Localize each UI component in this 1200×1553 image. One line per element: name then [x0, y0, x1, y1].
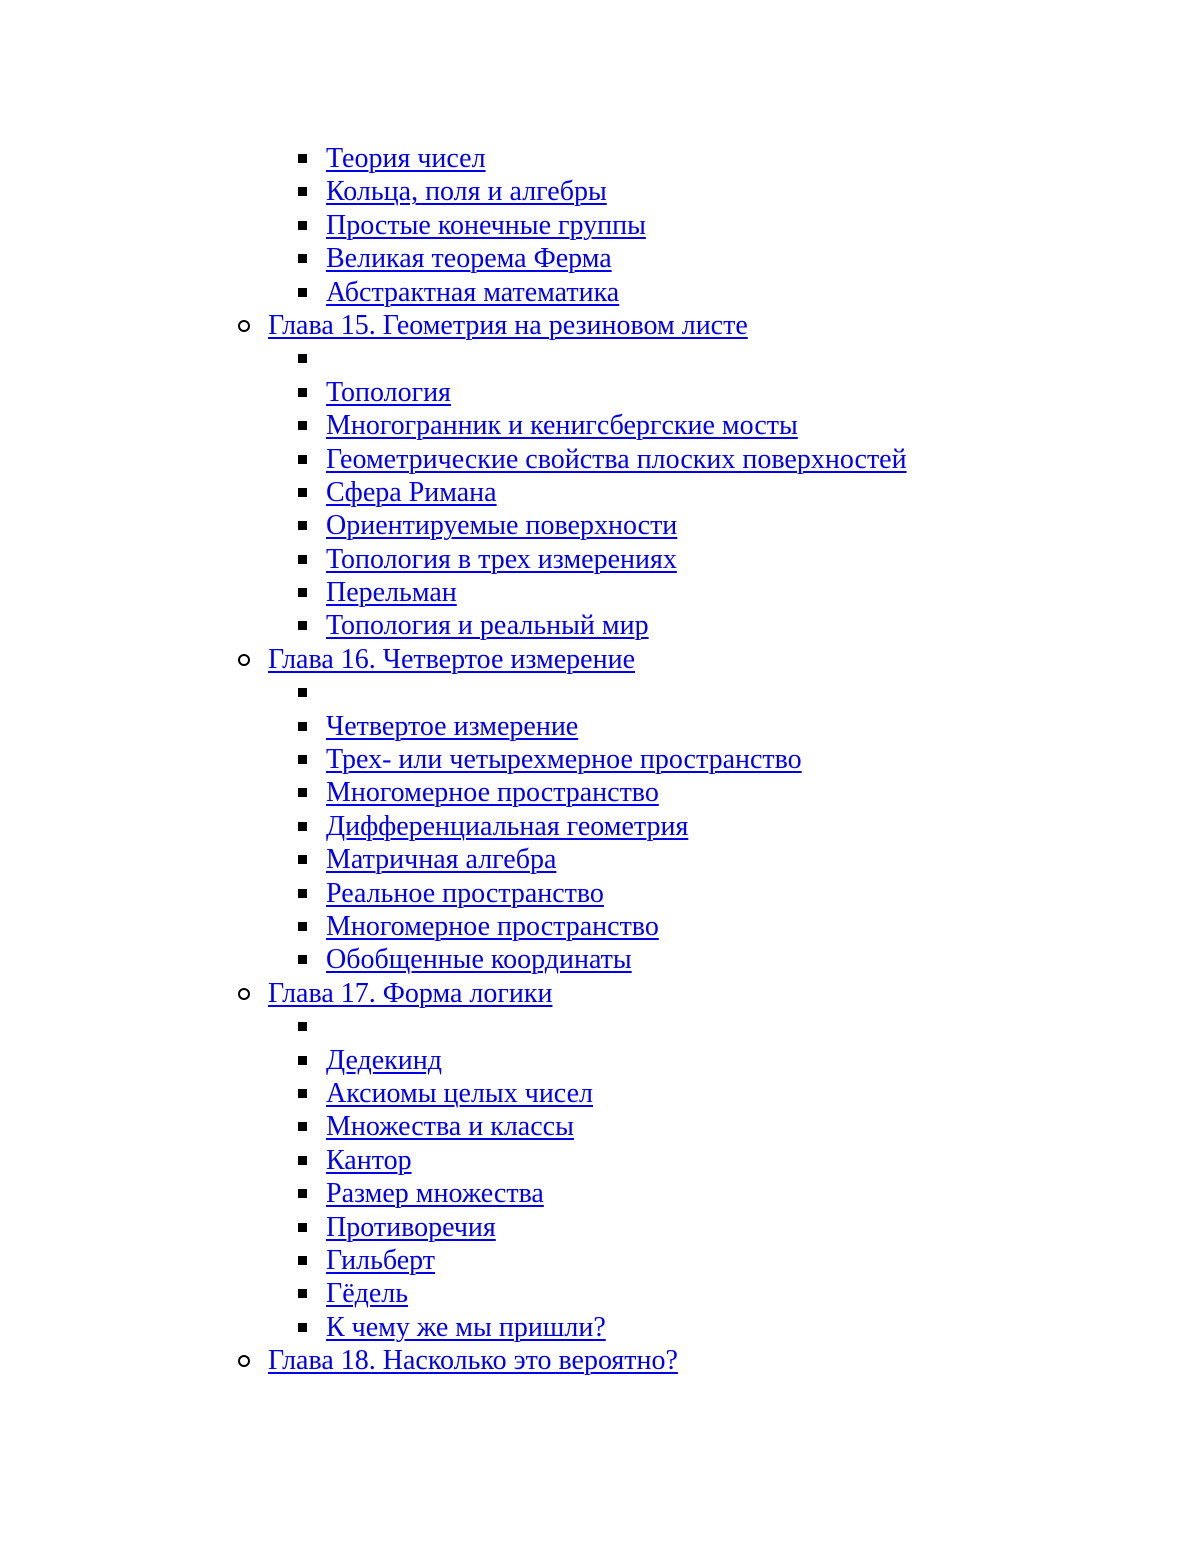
toc-chapter-17 — [0, 977, 1200, 1010]
toc-section — [0, 1244, 1200, 1277]
square-bullet-icon — [298, 154, 307, 163]
square-bullet-icon — [298, 521, 307, 530]
toc-section — [0, 1177, 1200, 1210]
toc-chapter-18 — [0, 1344, 1200, 1377]
toc-section — [0, 242, 1200, 275]
square-bullet-icon — [298, 621, 307, 630]
square-bullet-icon — [298, 555, 307, 564]
toc-section — [0, 443, 1200, 476]
toc-section-link[interactable]: Топология — [326, 376, 451, 408]
toc-section — [0, 1311, 1200, 1344]
toc-section-empty — [0, 676, 1200, 709]
toc-section — [0, 576, 1200, 609]
toc-section — [0, 877, 1200, 910]
toc-section-link[interactable]: Многогранник и кенигсбергские мосты — [326, 410, 798, 442]
square-bullet-icon — [298, 455, 307, 464]
toc-section-link[interactable]: Кольца, поля и алгебры — [326, 176, 607, 208]
square-bullet-icon — [298, 421, 307, 430]
toc-section-link[interactable]: Дифференциальная геометрия — [326, 810, 689, 842]
toc-section — [0, 743, 1200, 776]
toc-section-link[interactable]: Великая теорема Ферма — [326, 243, 612, 275]
toc-section — [0, 943, 1200, 976]
toc-section — [0, 910, 1200, 943]
toc-section-link[interactable]: Противоречия — [326, 1211, 496, 1243]
circle-bullet-icon — [238, 1355, 250, 1367]
chapter-16-link[interactable]: Глава 16. Четвертое измерение — [268, 643, 635, 675]
toc-section-link[interactable]: Ориентируемые поверхности — [326, 510, 678, 542]
square-bullet-icon — [298, 1289, 307, 1298]
toc-section-empty — [0, 1010, 1200, 1043]
toc-section-link[interactable]: Гёдель — [326, 1278, 409, 1310]
square-bullet-icon — [298, 388, 307, 397]
toc-section-link[interactable]: Простые конечные группы — [326, 209, 646, 241]
toc-section-link[interactable]: Четвертое измерение — [326, 710, 579, 742]
toc-section — [0, 1110, 1200, 1143]
square-bullet-icon — [298, 1156, 307, 1165]
square-bullet-icon — [298, 688, 307, 697]
square-bullet-icon — [298, 1323, 307, 1332]
square-bullet-icon — [298, 488, 307, 497]
toc-section-link[interactable]: Многомерное пространство — [326, 910, 659, 942]
square-bullet-icon — [298, 1056, 307, 1065]
chapter-17-link[interactable]: Глава 17. Форма логики — [268, 977, 553, 1009]
toc-section — [0, 810, 1200, 843]
toc-section — [0, 1277, 1200, 1310]
square-bullet-icon — [298, 922, 307, 931]
toc-section-link[interactable]: Перельман — [326, 577, 457, 609]
toc-section — [0, 1077, 1200, 1110]
toc-section — [0, 409, 1200, 442]
square-bullet-icon — [298, 588, 307, 597]
toc-section — [0, 1144, 1200, 1177]
toc-section — [0, 175, 1200, 208]
circle-bullet-icon — [238, 988, 250, 1000]
toc-section — [0, 509, 1200, 542]
toc-section — [0, 710, 1200, 743]
square-bullet-icon — [298, 354, 307, 363]
chapter-15-link[interactable]: Глава 15. Геометрия на резиновом листе — [268, 309, 748, 341]
square-bullet-icon — [298, 788, 307, 797]
square-bullet-icon — [298, 722, 307, 731]
toc-section — [0, 776, 1200, 809]
toc-section-link[interactable]: Топология и реальный мир — [326, 610, 649, 642]
toc-section-link[interactable]: Геометрические свойства плоских поверхностей — [326, 443, 907, 475]
toc-chapter-16 — [0, 643, 1200, 676]
toc-section — [0, 142, 1200, 175]
square-bullet-icon — [298, 1189, 307, 1198]
toc-section-link[interactable]: Многомерное пространство — [326, 777, 659, 809]
toc-section-link[interactable]: Абстрактная математика — [326, 276, 620, 308]
toc-section — [0, 1044, 1200, 1077]
square-bullet-icon — [298, 1022, 307, 1031]
square-bullet-icon — [298, 1122, 307, 1131]
square-bullet-icon — [298, 187, 307, 196]
circle-bullet-icon — [238, 654, 250, 666]
toc-section-link[interactable]: Множества и классы — [326, 1111, 574, 1143]
toc-section — [0, 543, 1200, 576]
table-of-contents — [0, 142, 1200, 1377]
square-bullet-icon — [298, 288, 307, 297]
square-bullet-icon — [298, 1223, 307, 1232]
toc-section-link[interactable]: Сфера Римана — [326, 476, 497, 508]
toc-section — [0, 376, 1200, 409]
square-bullet-icon — [298, 855, 307, 864]
toc-section-link[interactable]: Матричная алгебра — [326, 844, 557, 876]
toc-section — [0, 276, 1200, 309]
circle-bullet-icon — [238, 320, 250, 332]
toc-section-link[interactable]: Обобщенные координаты — [326, 944, 632, 976]
toc-section-link[interactable]: Кантор — [326, 1144, 412, 1176]
square-bullet-icon — [298, 221, 307, 230]
toc-section-link[interactable]: Теория чисел — [326, 143, 486, 174]
toc-section — [0, 1211, 1200, 1244]
toc-section — [0, 843, 1200, 876]
toc-section-link[interactable]: Аксиомы целых чисел — [326, 1077, 593, 1109]
toc-section-link[interactable]: Размер множества — [326, 1178, 544, 1210]
square-bullet-icon — [298, 822, 307, 831]
toc-section-link[interactable]: К чему же мы пришли? — [326, 1311, 606, 1343]
toc-section-empty — [0, 342, 1200, 375]
square-bullet-icon — [298, 254, 307, 263]
chapter-18-link[interactable]: Глава 18. Насколько это вероятно? — [268, 1345, 678, 1377]
toc-chapter-15 — [0, 309, 1200, 342]
toc-section-link[interactable]: Реальное пространство — [326, 877, 604, 909]
toc-section — [0, 609, 1200, 642]
square-bullet-icon — [298, 1089, 307, 1098]
square-bullet-icon — [298, 955, 307, 964]
square-bullet-icon — [298, 755, 307, 764]
toc-section — [0, 209, 1200, 242]
square-bullet-icon — [298, 1256, 307, 1265]
toc-section — [0, 476, 1200, 509]
toc-section-link[interactable]: Гильберт — [326, 1244, 436, 1276]
toc-section-link[interactable]: Топология в трех измерениях — [326, 543, 677, 575]
toc-section-link[interactable]: Дедекинд — [326, 1044, 442, 1076]
square-bullet-icon — [298, 889, 307, 898]
toc-section-link[interactable]: Трех- или четырехмерное пространство — [326, 744, 802, 776]
